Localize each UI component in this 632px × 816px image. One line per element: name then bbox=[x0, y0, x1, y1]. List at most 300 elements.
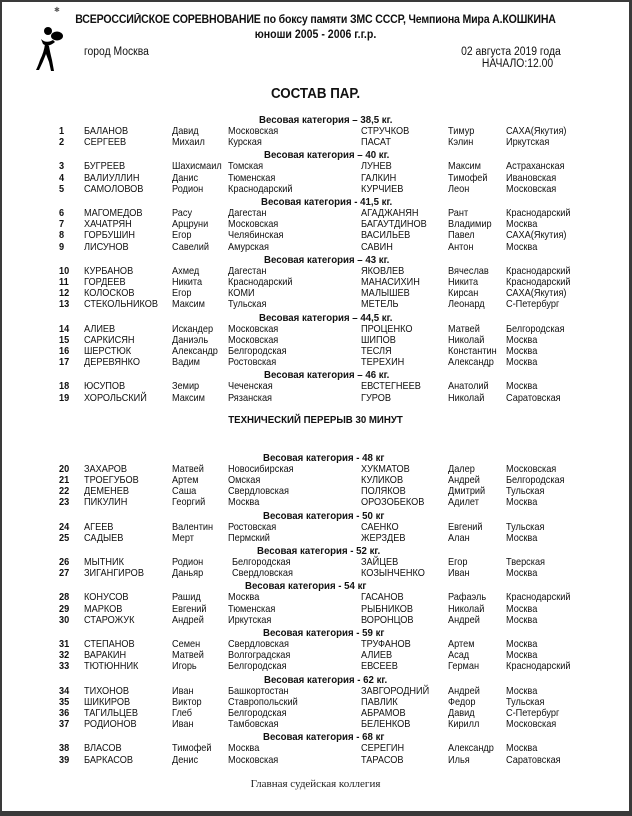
boxer-a-region: Москва bbox=[228, 497, 260, 509]
bout-row bbox=[2, 486, 629, 497]
boxer-a-last-name: АЛИЕВ bbox=[84, 323, 116, 335]
weight-category-header: Весовая категория - 54 кг bbox=[245, 580, 367, 593]
boxer-a-region: Краснодарский bbox=[228, 277, 293, 288]
boxer-b-first-name: Николай bbox=[448, 603, 485, 615]
boxer-b-last-name: САВИН bbox=[361, 241, 393, 253]
boxer-b-last-name: ТАРАСОВ bbox=[361, 754, 404, 766]
boxer-b-last-name: ПАВЛИК bbox=[361, 696, 398, 708]
boxer-a-last-name: БАРКАСОВ bbox=[84, 754, 133, 766]
boxer-a-region: Томская bbox=[228, 161, 264, 173]
bout-number: 24 bbox=[59, 521, 70, 533]
document-page bbox=[2, 2, 629, 811]
boxer-a-first-name: Даньяр bbox=[172, 568, 204, 580]
boxer-b-region: САХА(Якутия) bbox=[506, 230, 567, 242]
boxer-b-first-name: Асад bbox=[448, 650, 470, 662]
boxer-a-region: Ростовская bbox=[228, 357, 277, 369]
boxer-a-last-name: БУГРЕЕВ bbox=[84, 161, 126, 173]
boxer-b-region: Москва bbox=[506, 614, 538, 626]
boxer-b-last-name: МАЛЫШЕВ bbox=[361, 288, 410, 300]
boxer-b-last-name: САЕНКО bbox=[361, 521, 399, 533]
bout-row bbox=[2, 697, 629, 708]
bout-number: 8 bbox=[59, 230, 65, 242]
bout-number: 31 bbox=[59, 639, 70, 650]
boxer-a-first-name: Данис bbox=[172, 172, 199, 184]
boxer-a-region: Ставропольский bbox=[228, 696, 298, 708]
boxer-b-first-name: Владимир bbox=[448, 219, 492, 231]
boxer-b-last-name: ХУКМАТОВ bbox=[361, 463, 410, 475]
bout-number: 21 bbox=[59, 475, 70, 486]
boxer-a-first-name: Глеб bbox=[172, 708, 193, 719]
boxer-a-region: Белгородская bbox=[232, 557, 291, 568]
bout-row bbox=[2, 184, 629, 195]
bout-number: 1 bbox=[59, 126, 65, 137]
boxer-a-region: Свердловская bbox=[228, 639, 289, 650]
boxer-b-first-name: Антон bbox=[448, 241, 474, 253]
boxer-b-region: Москва bbox=[506, 241, 538, 253]
boxer-b-region: Московская bbox=[506, 183, 557, 195]
boxer-a-first-name: Шахисмаил bbox=[172, 161, 222, 173]
boxer-a-last-name: ЛИСУНОВ bbox=[84, 241, 129, 253]
bout-row bbox=[2, 568, 629, 579]
weight-category-header: Весовая категория – 43 кг. bbox=[264, 253, 390, 266]
bout-row bbox=[2, 335, 629, 346]
boxer-b-last-name: БАГАУТДИНОВ bbox=[361, 219, 427, 231]
bout-number: 23 bbox=[59, 497, 70, 509]
boxer-b-last-name: СЕРЕГИН bbox=[361, 743, 405, 755]
boxer-a-first-name: Мерт bbox=[172, 532, 194, 544]
boxer-a-last-name: СТЕПАНОВ bbox=[84, 639, 135, 650]
boxer-b-first-name: Кирсан bbox=[448, 288, 479, 300]
boxer-b-first-name: Леонард bbox=[448, 299, 485, 311]
bout-number: 37 bbox=[59, 719, 70, 731]
boxer-a-first-name: Савелий bbox=[172, 241, 209, 253]
bout-row bbox=[2, 299, 629, 310]
bout-number: 38 bbox=[59, 743, 70, 755]
bout-row bbox=[2, 277, 629, 288]
boxer-b-first-name: Герман bbox=[448, 661, 480, 673]
boxer-a-region: Тамбовская bbox=[228, 719, 279, 731]
bout-number: 25 bbox=[59, 532, 70, 544]
boxer-b-first-name: Николай bbox=[448, 334, 485, 346]
boxer-b-last-name: ШИПОВ bbox=[361, 334, 396, 346]
boxer-b-first-name: Павел bbox=[448, 230, 475, 242]
boxer-b-first-name: Никита bbox=[448, 277, 479, 288]
boxer-a-region: Башкортостан bbox=[228, 685, 289, 697]
bout-row bbox=[2, 661, 629, 672]
bout-row bbox=[2, 615, 629, 626]
boxer-b-region: САХА(Якутия) bbox=[506, 126, 567, 137]
bout-number: 33 bbox=[59, 661, 70, 673]
weight-category-header: Весовая категория - 41,5 кг. bbox=[261, 196, 393, 208]
weight-category-header: Весовая категория - 50 кг bbox=[263, 509, 385, 522]
boxer-b-last-name: ЕВСЕЕВ bbox=[361, 661, 398, 673]
boxer-b-last-name: ЯКОВЛЕВ bbox=[361, 265, 405, 277]
weight-category-header: Весовая категория - 68 кг bbox=[263, 731, 385, 744]
bout-row bbox=[2, 497, 629, 508]
boxer-b-region: Москва bbox=[506, 381, 538, 393]
boxer-a-region: Московская bbox=[228, 126, 279, 137]
bout-number: 18 bbox=[59, 381, 70, 393]
boxer-b-region: С-Петербург bbox=[506, 708, 560, 719]
boxer-b-region: Москва bbox=[506, 568, 538, 580]
technical-break-notice: ТЕХНИЧЕСКИЙ ПЕРЕРЫВ 30 МИНУТ bbox=[228, 413, 403, 426]
bout-row bbox=[2, 592, 629, 603]
boxer-a-last-name: РОДИОНОВ bbox=[84, 719, 137, 731]
boxer-a-region: Белгородская bbox=[228, 661, 287, 673]
event-date: 02 августа 2019 года bbox=[461, 46, 561, 58]
boxer-a-first-name: Иван bbox=[172, 719, 194, 731]
boxer-a-first-name: Рашид bbox=[172, 592, 201, 604]
bout-row bbox=[2, 266, 629, 277]
bout-row bbox=[2, 173, 629, 184]
boxer-b-last-name: ТЕСЛЯ bbox=[361, 346, 392, 357]
bout-row bbox=[2, 324, 629, 335]
boxer-b-region: САХА(Якутия) bbox=[506, 288, 567, 300]
boxer-a-region: Белгородская bbox=[228, 708, 287, 719]
boxer-a-first-name: Георгий bbox=[172, 497, 206, 509]
boxer-b-first-name: Александр bbox=[448, 743, 494, 755]
boxer-b-first-name: Адилет bbox=[448, 497, 479, 509]
boxer-a-region: Дагестан bbox=[228, 208, 267, 219]
boxer-b-first-name: Вячеслав bbox=[448, 265, 489, 277]
boxer-a-first-name: Родион bbox=[172, 183, 204, 195]
boxer-b-region: Белгородская bbox=[506, 475, 565, 486]
boxer-a-first-name: Иван bbox=[172, 685, 194, 697]
boxer-b-first-name: Рант bbox=[448, 208, 469, 219]
boxer-a-region: Белгородская bbox=[228, 346, 287, 357]
boxer-a-region: Свердловская bbox=[232, 568, 293, 580]
boxer-a-region: Московская bbox=[228, 754, 279, 766]
bout-number: 30 bbox=[59, 614, 70, 626]
boxer-b-region: Ивановская bbox=[506, 172, 557, 184]
boxer-a-region: Амурская bbox=[228, 241, 269, 253]
bout-number: 16 bbox=[59, 346, 70, 357]
boxer-b-last-name: ГАСАНОВ bbox=[361, 592, 404, 604]
boxer-a-last-name: САМОЛОВОВ bbox=[84, 183, 144, 195]
weight-category-header: Весовая категория - 59 кг bbox=[263, 627, 385, 639]
boxer-a-last-name: ТРОЕГУБОВ bbox=[84, 475, 139, 486]
boxer-b-region: Краснодарский bbox=[506, 277, 571, 288]
boxer-b-region: Москва bbox=[506, 219, 538, 231]
boxer-a-region: Волгоградская bbox=[228, 650, 291, 662]
boxer-a-last-name: ВАРАКИН bbox=[84, 650, 127, 662]
boxer-b-first-name: Матвей bbox=[448, 323, 480, 335]
bout-row bbox=[2, 161, 629, 172]
boxer-a-region: Чеченская bbox=[228, 381, 273, 393]
bout-number: 39 bbox=[59, 754, 70, 766]
boxer-b-region: С-Петербург bbox=[506, 299, 560, 311]
bout-row bbox=[2, 557, 629, 568]
bout-number: 9 bbox=[59, 241, 65, 253]
boxer-b-region: Москва bbox=[506, 334, 538, 346]
event-city: город Москва bbox=[84, 46, 149, 58]
boxer-a-last-name: СЕРГЕЕВ bbox=[84, 137, 127, 149]
document-subtitle: юноши 2005 - 2006 г.г.р. bbox=[254, 29, 377, 41]
weight-category-header: Весовая категория – 44,5 кг. bbox=[259, 311, 393, 324]
boxer-a-first-name: Егор bbox=[172, 288, 192, 300]
boxer-a-region: Пермский bbox=[228, 532, 270, 544]
bout-row bbox=[2, 475, 629, 486]
boxer-b-region: Краснодарский bbox=[506, 265, 571, 277]
boxer-a-first-name: Виктор bbox=[172, 696, 202, 708]
bout-number: 17 bbox=[59, 357, 70, 369]
boxer-a-first-name: Максим bbox=[172, 392, 205, 404]
bout-number: 3 bbox=[59, 161, 65, 173]
bout-number: 19 bbox=[59, 392, 70, 404]
boxer-b-region: Москва bbox=[506, 685, 538, 697]
boxer-b-region: Краснодарский bbox=[506, 592, 571, 604]
boxer-b-first-name: Андрей bbox=[448, 614, 480, 626]
boxer-a-last-name: ТАГИЛЬЦЕВ bbox=[84, 708, 139, 719]
boxer-b-region: Москва bbox=[506, 743, 538, 755]
boxer-a-first-name: Матвей bbox=[172, 650, 204, 662]
boxer-a-region: Свердловская bbox=[228, 486, 289, 498]
boxer-a-first-name: Артем bbox=[172, 475, 199, 486]
bout-row bbox=[2, 743, 629, 754]
boxer-b-region: Белгородская bbox=[506, 323, 565, 335]
bout-number: 12 bbox=[59, 288, 70, 300]
bout-number: 10 bbox=[59, 265, 70, 277]
boxer-a-last-name: ЗИГАНГИРОВ bbox=[84, 568, 144, 580]
boxer-b-last-name: ТЕРЕХИН bbox=[361, 357, 405, 369]
boxer-a-last-name: ЮСУПОВ bbox=[84, 381, 126, 393]
boxer-b-last-name: ГУРОВ bbox=[361, 392, 391, 404]
boxer-a-first-name: Саша bbox=[172, 486, 197, 498]
boxer-a-first-name: Игорь bbox=[172, 661, 197, 673]
boxer-b-first-name: Рафаэль bbox=[448, 592, 487, 604]
weight-category-header: Весовая категория - 48 кг bbox=[263, 451, 385, 464]
boxer-b-first-name: Федор bbox=[448, 696, 476, 708]
boxer-a-region: Иркутская bbox=[228, 614, 272, 626]
bout-row bbox=[2, 604, 629, 615]
boxer-a-region: Тульская bbox=[228, 299, 267, 311]
boxer-a-first-name: Егор bbox=[172, 230, 192, 242]
boxer-b-first-name: Далер bbox=[448, 463, 475, 475]
boxer-a-last-name: ДЕРЕВЯНКО bbox=[84, 357, 140, 369]
boxer-b-last-name: ПОЛЯКОВ bbox=[361, 486, 406, 498]
boxer-b-first-name: Александр bbox=[448, 357, 494, 369]
bout-row bbox=[2, 288, 629, 299]
boxer-b-last-name: ОРОЗОБЕКОВ bbox=[361, 497, 425, 509]
bout-number: 6 bbox=[59, 208, 65, 219]
boxer-a-region: Дагестан bbox=[228, 265, 267, 277]
bout-number: 20 bbox=[59, 463, 70, 475]
boxer-b-last-name: ЕВСТЕГНЕЕВ bbox=[361, 381, 421, 393]
bout-row bbox=[2, 522, 629, 533]
weight-category-header: Весовая категория - 62 кг. bbox=[264, 673, 388, 686]
boxer-a-region: Москва bbox=[228, 743, 260, 755]
bout-number: 13 bbox=[59, 299, 70, 311]
boxer-a-last-name: САДЫЕВ bbox=[84, 532, 124, 544]
weight-category-header: Весовая категория – 40 кг. bbox=[264, 149, 390, 162]
boxer-a-region: Москва bbox=[228, 592, 260, 604]
boxer-a-region: КОМИ bbox=[228, 288, 255, 300]
boxer-a-first-name: Тимофей bbox=[172, 743, 212, 755]
boxer-a-region: Тюменская bbox=[228, 172, 276, 184]
boxer-b-region: Московская bbox=[506, 719, 557, 731]
boxer-b-region: Саратовская bbox=[506, 392, 561, 404]
boxer-a-first-name: Александр bbox=[172, 346, 218, 357]
section-heading: СОСТАВ ПАР. bbox=[270, 86, 361, 102]
boxer-b-last-name: ЗАВГОРОДНИЙ bbox=[361, 685, 430, 697]
boxer-a-region: Новосибирская bbox=[228, 463, 294, 475]
boxer-a-region: Московская bbox=[228, 219, 279, 231]
bout-number: 35 bbox=[59, 696, 70, 708]
bout-row bbox=[2, 346, 629, 357]
boxer-a-last-name: ДЕМЕНЕВ bbox=[84, 486, 129, 498]
boxer-b-last-name: АЛИЕВ bbox=[361, 650, 393, 662]
boxer-b-first-name: Давид bbox=[448, 708, 475, 719]
boxer-b-last-name: АБРАМОВ bbox=[361, 708, 406, 719]
boxer-b-last-name: ПАСАТ bbox=[361, 137, 391, 149]
bout-row bbox=[2, 381, 629, 392]
boxer-a-first-name: Андрей bbox=[172, 614, 204, 626]
footer-signature: Главная судейская коллегия bbox=[250, 778, 381, 790]
bout-number: 2 bbox=[59, 137, 65, 149]
boxer-b-last-name: КУРЧИЕВ bbox=[361, 183, 404, 195]
bout-number: 5 bbox=[59, 183, 65, 195]
weight-category-header: Весовая категория – 38,5 кг. bbox=[259, 114, 393, 126]
boxer-b-region: Москва bbox=[506, 650, 538, 662]
boxer-a-first-name: Матвей bbox=[172, 463, 204, 475]
bout-row bbox=[2, 639, 629, 650]
boxer-b-first-name: Леон bbox=[448, 183, 470, 195]
boxer-a-first-name: Ахмед bbox=[172, 265, 200, 277]
boxer-b-first-name: Иван bbox=[448, 568, 470, 580]
boxer-a-first-name: Родион bbox=[172, 557, 204, 568]
boxer-b-last-name: КОЗЫНЧЕНКО bbox=[361, 568, 425, 580]
boxer-a-first-name: Никита bbox=[172, 277, 203, 288]
bout-row bbox=[2, 137, 629, 148]
bout-number: 26 bbox=[59, 557, 70, 568]
boxer-a-first-name: Расу bbox=[172, 208, 193, 219]
boxer-b-first-name: Николай bbox=[448, 392, 485, 404]
boxer-a-last-name: ТИХОНОВ bbox=[84, 685, 130, 697]
boxer-a-last-name: КОНУСОВ bbox=[84, 592, 129, 604]
boxer-b-last-name: ГАЛКИН bbox=[361, 172, 397, 184]
boxer-b-first-name: Алан bbox=[448, 532, 470, 544]
bout-number: 29 bbox=[59, 603, 70, 615]
boxer-a-first-name: Вадим bbox=[172, 357, 200, 369]
weight-category-header: Весовая категория - 52 кг. bbox=[257, 545, 381, 557]
boxer-a-region: Курская bbox=[228, 137, 262, 149]
bout-number: 14 bbox=[59, 323, 70, 335]
boxer-b-first-name: Дмитрий bbox=[448, 486, 486, 498]
boxer-a-last-name: ГОРДЕЕВ bbox=[84, 277, 126, 288]
boxer-b-last-name: СТРУЧКОВ bbox=[361, 126, 410, 137]
boxer-b-region: Краснодарский bbox=[506, 208, 571, 219]
boxer-a-last-name: СТЕКОЛЬНИКОВ bbox=[84, 299, 159, 311]
boxer-a-region: Ростовская bbox=[228, 521, 277, 533]
boxer-a-last-name: ХОРОЛЬСКИЙ bbox=[84, 392, 147, 404]
document-title: ВСЕРОССИЙСКОЕ СОРЕВНОВАНИЕ по боксу памяти ЗМС СССР, Чемпиона Мира А.КОШКИНА bbox=[75, 14, 556, 26]
boxer-a-last-name: КОЛОСКОВ bbox=[84, 288, 135, 300]
boxer-a-last-name: ХАЧАТРЯН bbox=[84, 219, 132, 231]
bout-number: 11 bbox=[59, 277, 69, 288]
bout-row bbox=[2, 533, 629, 544]
boxer-b-region: Московская bbox=[506, 463, 557, 475]
bout-number: 4 bbox=[59, 172, 65, 184]
boxer-b-first-name: Андрей bbox=[448, 475, 480, 486]
bout-number: 34 bbox=[59, 685, 70, 697]
boxer-b-region: Москва bbox=[506, 497, 538, 509]
boxer-a-last-name: САРКИСЯН bbox=[84, 334, 135, 346]
boxer-a-first-name: Давид bbox=[172, 126, 199, 137]
star-mark-icon: ✱ bbox=[54, 7, 60, 14]
boxer-a-first-name: Арцруни bbox=[172, 219, 209, 231]
boxer-a-first-name: Земир bbox=[172, 381, 200, 393]
boxer-b-region: Москва bbox=[506, 639, 538, 650]
boxer-a-last-name: СТАРОЖУК bbox=[84, 614, 135, 626]
boxer-b-first-name: Артем bbox=[448, 639, 475, 650]
boxer-b-last-name: ПРОЦЕНКО bbox=[361, 323, 413, 335]
boxer-b-region: Краснодарский bbox=[506, 661, 571, 673]
boxer-a-first-name: Евгений bbox=[172, 603, 207, 615]
bout-row bbox=[2, 686, 629, 697]
bout-row bbox=[2, 230, 629, 241]
boxer-b-first-name: Анатолий bbox=[448, 381, 489, 393]
boxer-b-last-name: ЗАЙЦЕВ bbox=[361, 557, 399, 568]
bout-row bbox=[2, 242, 629, 253]
boxer-a-first-name: Искандер bbox=[172, 323, 214, 335]
boxer-b-first-name: Егор bbox=[448, 557, 468, 568]
bout-row bbox=[2, 464, 629, 475]
boxer-a-region: Московская bbox=[228, 334, 279, 346]
boxer-a-last-name: ШИКИРОВ bbox=[84, 696, 131, 708]
boxer-b-last-name: ВАСИЛЬЕВ bbox=[361, 230, 411, 242]
boxer-a-last-name: БАЛАНОВ bbox=[84, 126, 129, 137]
boxer-b-region: Москва bbox=[506, 603, 538, 615]
bout-number: 15 bbox=[59, 334, 70, 346]
boxer-b-last-name: КУЛИКОВ bbox=[361, 475, 404, 486]
boxer-a-last-name: АГЕЕВ bbox=[84, 521, 114, 533]
boxer-b-last-name: МЕТЕЛЬ bbox=[361, 299, 399, 311]
boxer-b-region: Саратовская bbox=[506, 754, 561, 766]
boxer-a-last-name: МЫТНИК bbox=[84, 557, 124, 568]
boxer-a-first-name: Валентин bbox=[172, 521, 214, 533]
boxer-b-region: Тульская bbox=[506, 696, 545, 708]
boxer-b-region: Тульская bbox=[506, 521, 545, 533]
boxer-a-last-name: ВАЛИУЛЛИН bbox=[84, 172, 140, 184]
boxer-b-first-name: Тимур bbox=[448, 126, 475, 137]
boxer-b-last-name: ТРУФАНОВ bbox=[361, 639, 411, 650]
boxer-b-last-name: ЖЕРЗДЕВ bbox=[361, 532, 406, 544]
boxer-b-first-name: Андрей bbox=[448, 685, 480, 697]
boxer-b-region: Астраханская bbox=[506, 161, 565, 173]
boxer-b-region: Иркутская bbox=[506, 137, 550, 149]
bout-row bbox=[2, 357, 629, 368]
boxer-a-first-name: Михаил bbox=[172, 137, 205, 149]
boxer-b-last-name: АГАДЖАНЯН bbox=[361, 208, 419, 219]
bout-row bbox=[2, 708, 629, 719]
boxer-b-region: Москва bbox=[506, 357, 538, 369]
boxer-a-last-name: МАГОМЕДОВ bbox=[84, 208, 143, 219]
bout-number: 27 bbox=[59, 568, 70, 580]
boxer-b-last-name: БЕЛЕНКОВ bbox=[361, 719, 411, 731]
boxer-b-first-name: Кирилл bbox=[448, 719, 480, 731]
boxer-b-last-name: РЫБНИКОВ bbox=[361, 603, 413, 615]
boxer-a-first-name: Максим bbox=[172, 299, 205, 311]
boxer-a-region: Московская bbox=[228, 323, 279, 335]
boxer-b-first-name: Константин bbox=[448, 346, 497, 357]
boxer-a-first-name: Семен bbox=[172, 639, 201, 650]
bout-row bbox=[2, 650, 629, 661]
boxer-a-region: Челябинская bbox=[228, 230, 284, 242]
boxer-a-last-name: ЗАХАРОВ bbox=[84, 463, 128, 475]
boxer-b-last-name: ВОРОНЦОВ bbox=[361, 614, 414, 626]
bout-number: 36 bbox=[59, 708, 70, 719]
weight-category-header: Весовая категория – 46 кг. bbox=[264, 369, 390, 382]
